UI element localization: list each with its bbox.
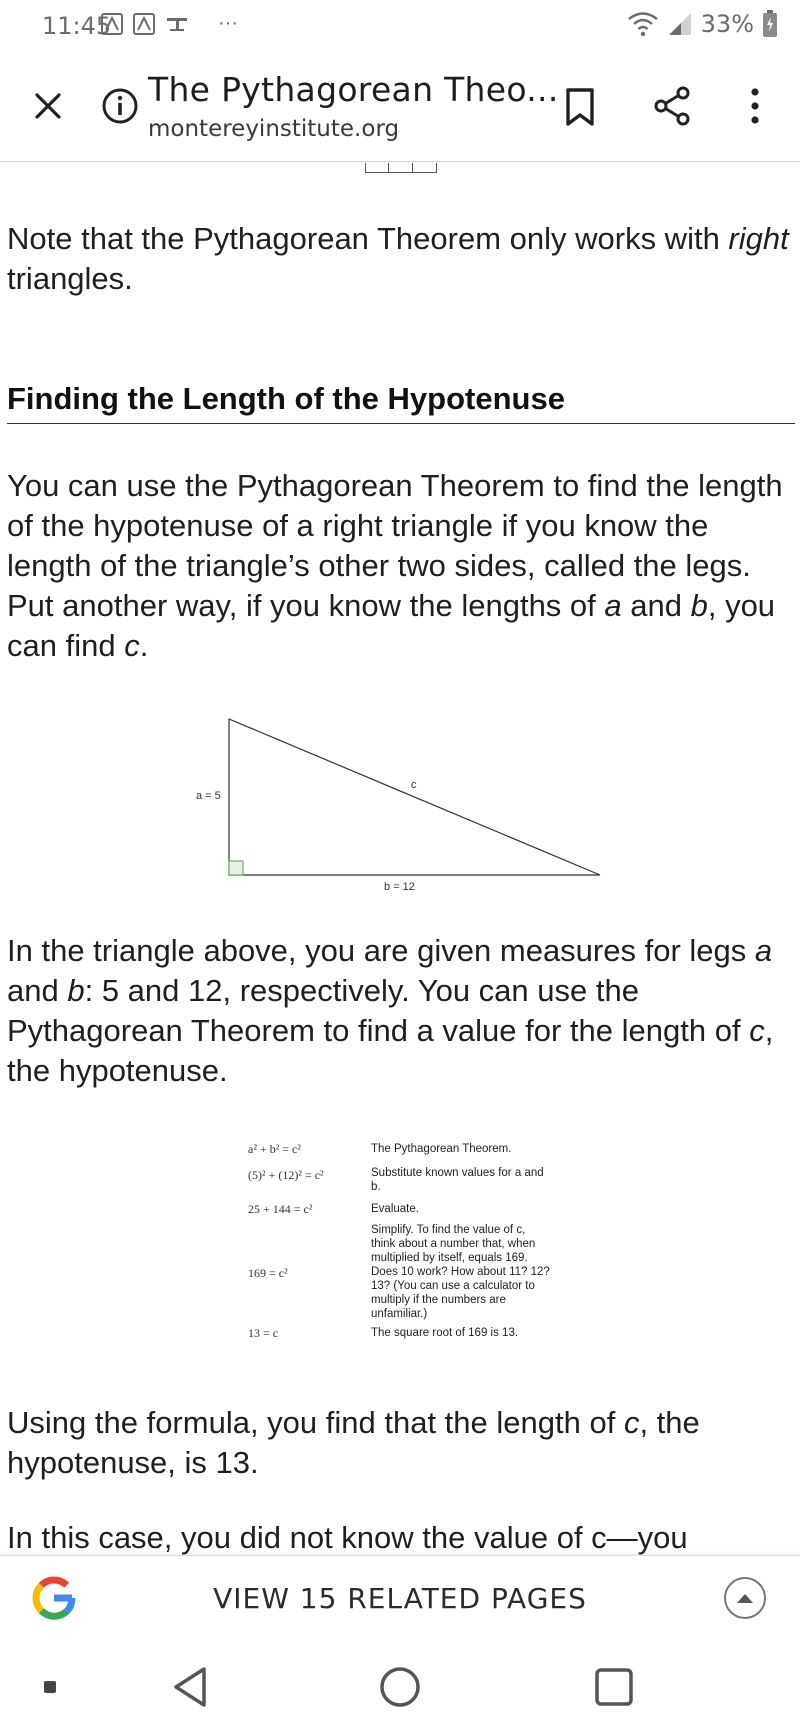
step-note: The square root of 169 is 13. <box>371 1327 519 1339</box>
back-button[interactable] <box>166 1663 214 1711</box>
step-equation: (5)² + (12)² = c² <box>248 1168 324 1182</box>
bookmark-button[interactable] <box>562 86 598 130</box>
note-paragraph: Note that the Pythagorean Theorem only works with right triangles. <box>7 221 789 296</box>
notification-app-icon <box>100 12 124 36</box>
step-equation: a² + b² = c² <box>248 1142 301 1156</box>
right-triangle-diagram <box>180 693 620 893</box>
page-title: The Pythagorean Theo... <box>148 70 559 109</box>
side-a-label: a = 5 <box>196 790 221 802</box>
article-content <box>0 163 800 1555</box>
status-more-indicator: ··· <box>218 12 238 34</box>
share-button[interactable] <box>652 84 692 128</box>
expand-related-button[interactable] <box>724 1577 766 1619</box>
more-options-button[interactable] <box>740 82 770 130</box>
notification-icons <box>100 12 190 36</box>
triangle-explanation-paragraph: In the triangle above, you are given measures for legs a and b: 5 and 12, respectively. You can use the Pythagorean Theorem to find a value for the length of c, the hypotenuse. <box>7 933 774 1088</box>
close-button[interactable] <box>26 84 70 128</box>
status-right-group <box>627 10 778 38</box>
more-vert-icon <box>740 82 770 130</box>
back-triangle-icon <box>170 1665 210 1709</box>
battery-icon <box>762 10 778 38</box>
page-url: montereyinstitute.org <box>148 116 400 142</box>
signal-icon <box>667 11 693 37</box>
home-button[interactable] <box>376 1663 424 1711</box>
close-icon <box>34 92 62 120</box>
triangle-shape <box>180 693 620 893</box>
home-circle-icon <box>379 1666 421 1708</box>
step-note: Evaluate. <box>371 1203 419 1215</box>
chevron-up-icon <box>735 1591 755 1605</box>
notification-cast-icon <box>164 12 190 36</box>
side-c-label: c <box>411 779 417 791</box>
nav-small-square-button[interactable] <box>26 1663 74 1711</box>
bookmark-icon <box>562 86 598 130</box>
custom-tab-toolbar <box>0 52 800 162</box>
recents-square-icon <box>594 1667 634 1707</box>
solution-steps <box>248 1138 568 1358</box>
status-bar <box>0 0 800 52</box>
hypotenuse-intro-paragraph: You can use the Pythagorean Theorem to find the length of the hypotenuse of a right triangle if you know the length of the triangle’s other two sides, called the legs. Put another way, if you know the lengths of a and b, you can find c. <box>7 468 783 663</box>
small-square-icon <box>43 1680 57 1694</box>
section-heading: Finding the Length of the Hypotenuse <box>7 381 795 424</box>
notification-app-icon <box>132 12 156 36</box>
status-time: 11:45 <box>42 12 112 40</box>
step-equation: 25 + 144 = c² <box>248 1202 313 1216</box>
case-paragraph: In this case, you did not know the value of c—you <box>7 1520 688 1555</box>
result-paragraph: Using the formula, you find that the length of c, the hypotenuse, is 13. <box>7 1405 700 1480</box>
info-icon <box>100 86 140 126</box>
system-nav-bar <box>0 1641 800 1733</box>
recents-button[interactable] <box>590 1663 638 1711</box>
wifi-icon <box>627 11 659 37</box>
step-note: Simplify. To find the value of c, think about a number that, when multiplied by itself, equals 169. Does 10 work? How about 11? 12? 13? (You can use a calculator to multiply if the numbers are unfamiliar.) <box>371 1224 550 1320</box>
view-related-pages-label[interactable]: VIEW 15 RELATED PAGES <box>213 1582 587 1615</box>
battery-percentage: 33% <box>700 10 754 38</box>
step-equation: 169 = c² <box>248 1266 288 1280</box>
previous-figure-fragment <box>365 163 437 173</box>
side-b-label: b = 12 <box>384 881 415 893</box>
site-info-button[interactable] <box>100 86 140 126</box>
step-equation: 13 = c <box>248 1326 279 1340</box>
step-note: The Pythagorean Theorem. <box>371 1143 512 1155</box>
related-pages-bar[interactable] <box>0 1555 800 1641</box>
step-note: Substitute known values for a and b. <box>371 1167 544 1193</box>
share-icon <box>652 84 692 128</box>
